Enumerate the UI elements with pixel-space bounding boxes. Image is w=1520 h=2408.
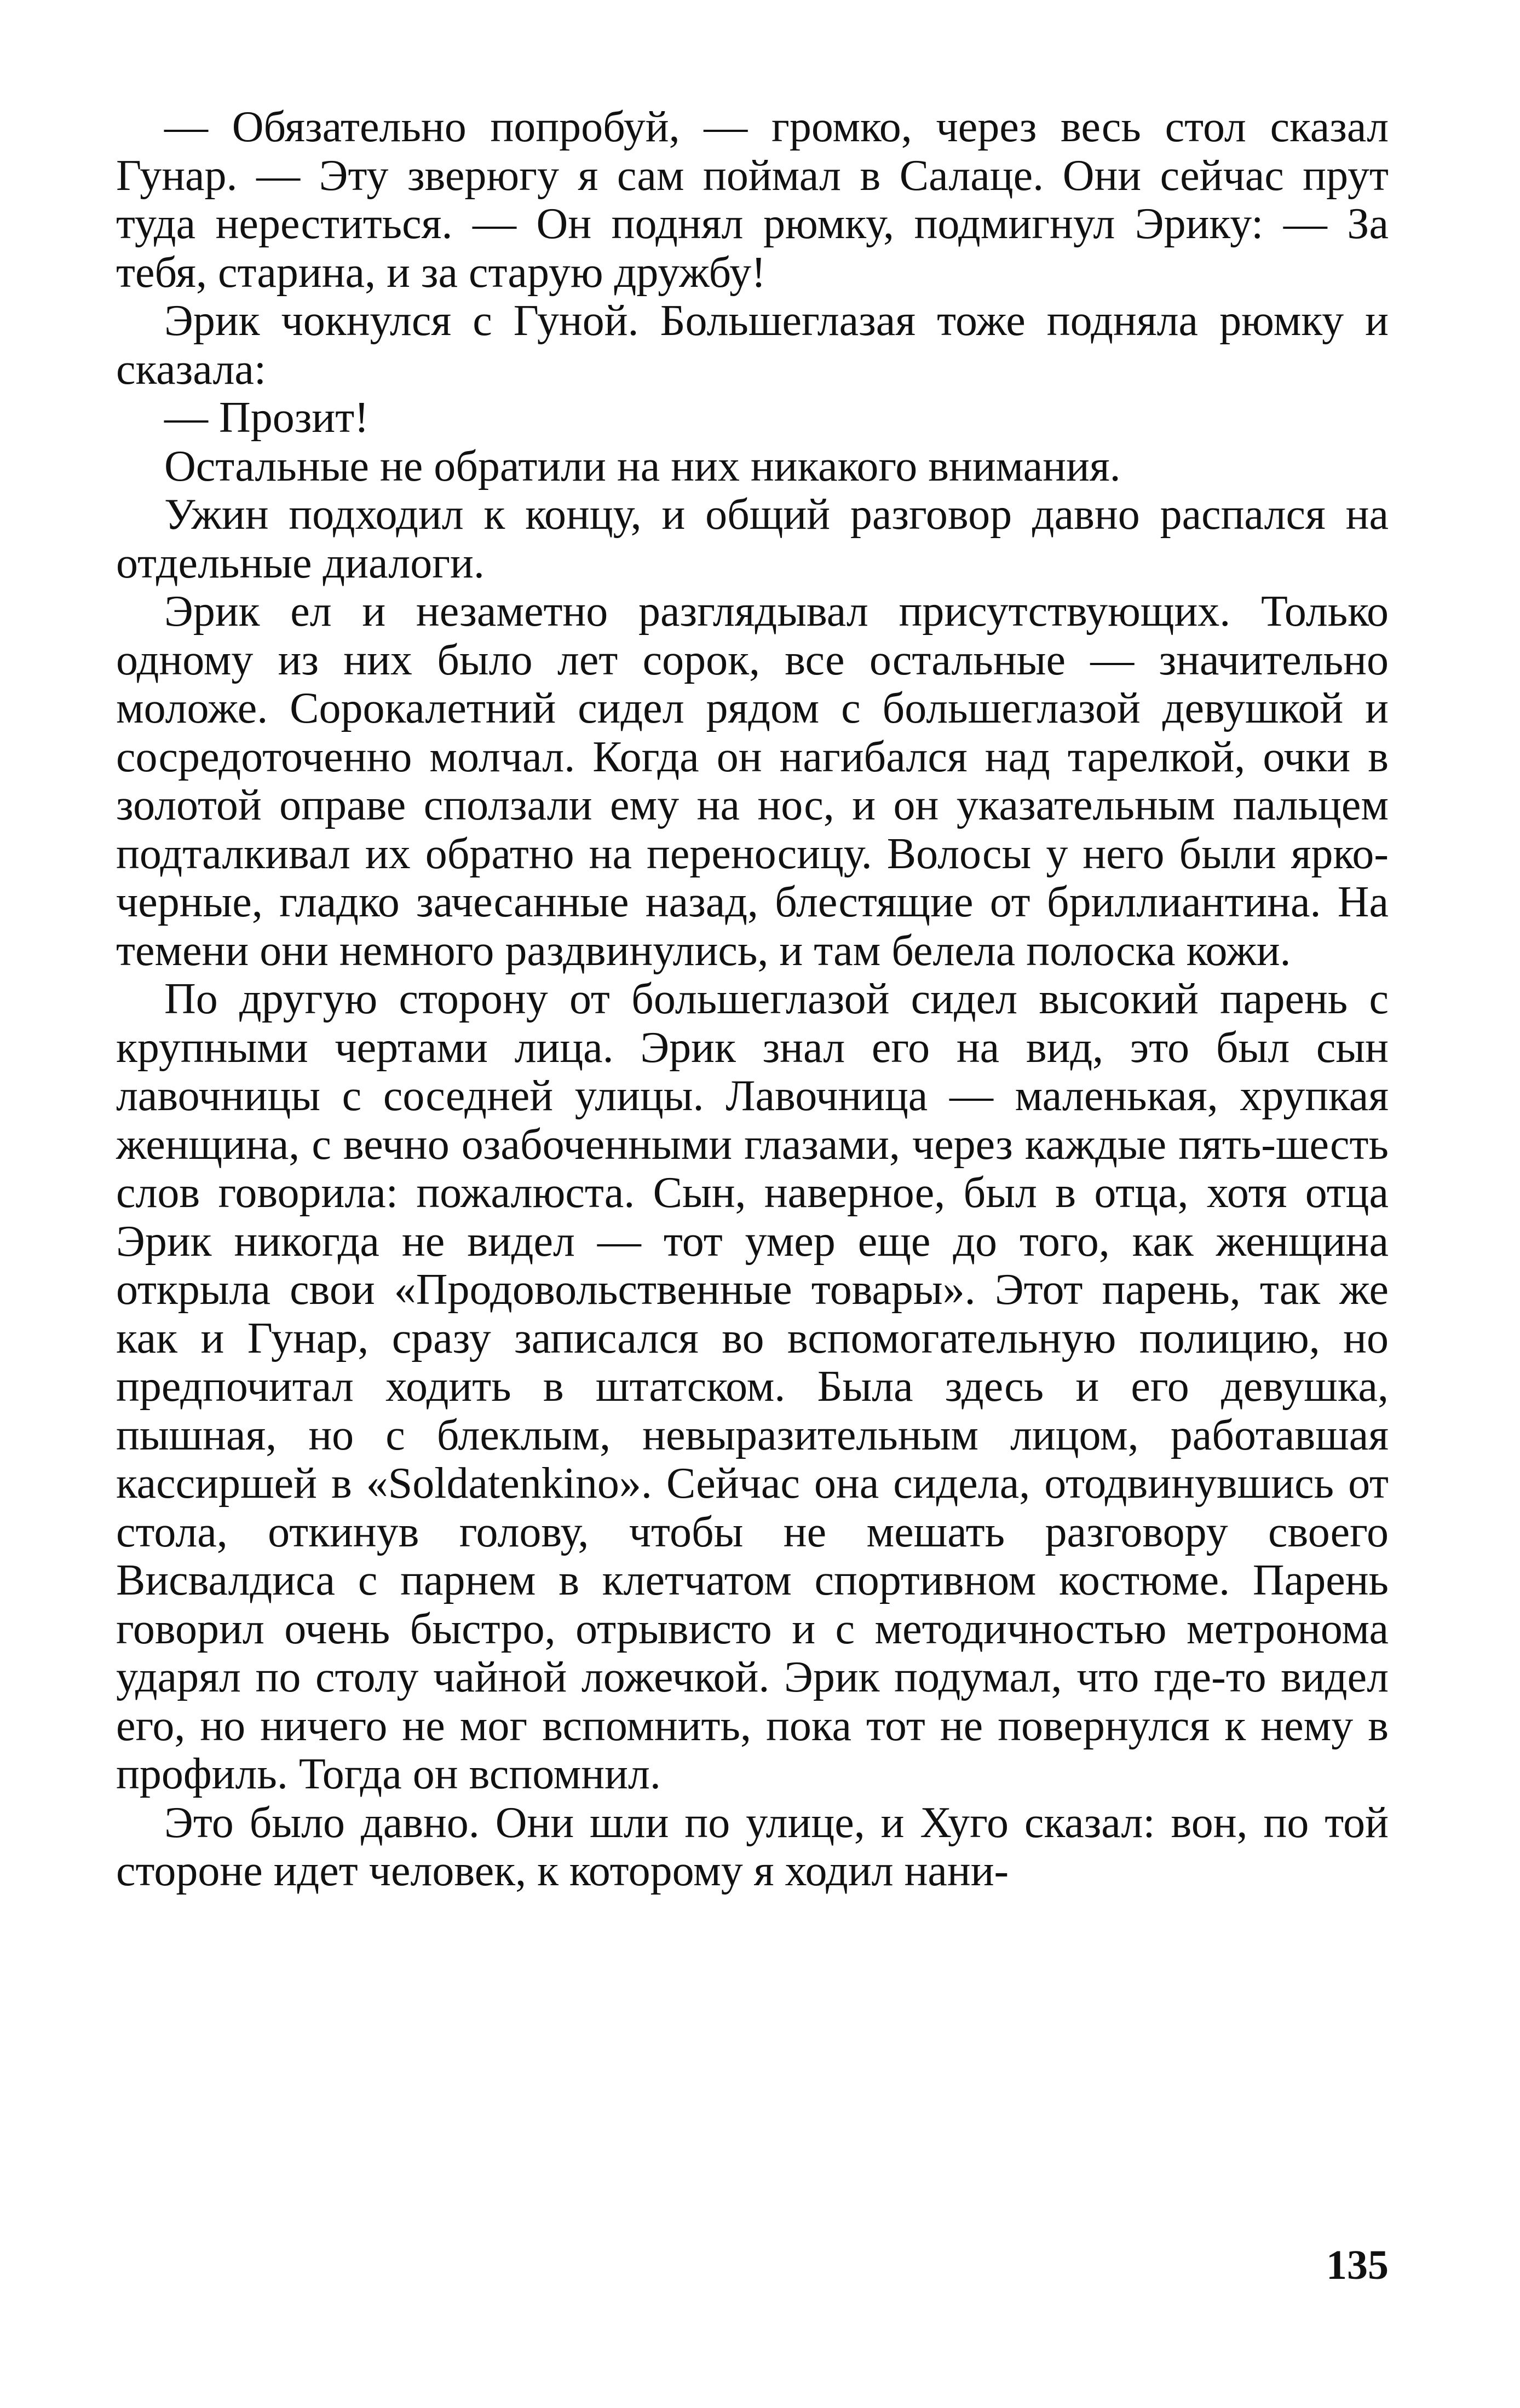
paragraph-3: — Прозит! [164, 394, 369, 442]
paragraph-5: Ужин подходил к концу, и общий разговор давно распался на отдельные диалоги. [116, 490, 1389, 587]
paragraph-7: По другую сторону от большеглазой сидел высокий парень с крупными чертами лица. Эрик знал его на вид, это был сын лавочницы с соседней улицы. Лавочница — маленькая, хрупкая женщина, с вечно озабоченными глазами, через каждые пять-шесть слов говорила: пожалюста. Сын, наверное, был в отца, хотя отца Эрик никогда не видел — тот умер еще до того, как женщина открыла свои «Продовольственные товары». Этот парень, так же как и Гунар, сразу записался во вспомогательную полицию, но предпочитал ходить в штатском. Была здесь и его девушка, пышная, но с блеклым, невыразительным лицом, работавшая кассиршей в «Soldatenkino». Сейчас она сидела, отодвинувшись от стола, откинув голову, чтобы не мешать разговору своего Висвалдиса с парнем в клетчатом спортивном костюме. Парень говорил очень быстро, отрывисто и с методичностью метронома ударял по столу чайной ложечкой. Эрик подумал, что где-то видел его, но ничего не мог вспомнить, пока тот не повернулся к нему в профиль. Тогда он вспомнил. [116, 975, 1389, 1798]
paragraph-4: Остальные не обратили на них никакого внимания. [164, 442, 1121, 490]
paragraph-6: Эрик ел и незаметно разглядывал присутствующих. Только одному из них было лет сорок, все остальные — значительно моложе. Сорокалетний сидел рядом с большеглазой девушкой и сосредоточенно молчал. Когда он нагибался над тарелкой, очки в золотой оправе сползали ему на нос, и он указательным пальцем подталкивал их обратно на переносицу. Волосы у него были ярко-черные, гладко зачесанные назад, блестящие от бриллиантина. На темени они немного раздвинулись, и там белела полоска кожи. [116, 587, 1389, 975]
paragraph-8: Это было давно. Они шли по улице, и Хуго сказал: вон, по той стороне идет человек, к которому я ходил нани- [116, 1798, 1389, 1895]
paragraph-1: — Обязательно попробуй, — громко, через весь стол сказал Гунар. — Эту зверюгу я сам поймал в Салаце. Они сейчас прут туда нереститься. — Он поднял рюмку, подмигнул Эрику: — За тебя, старина, и за старую дружбу! [116, 103, 1389, 297]
paragraph-2: Эрик чокнулся с Гуной. Большеглазая тоже подняла рюмку и сказала: [116, 297, 1389, 394]
body-text [116, 103, 1389, 1896]
page-number: 135 [1326, 2242, 1389, 2288]
